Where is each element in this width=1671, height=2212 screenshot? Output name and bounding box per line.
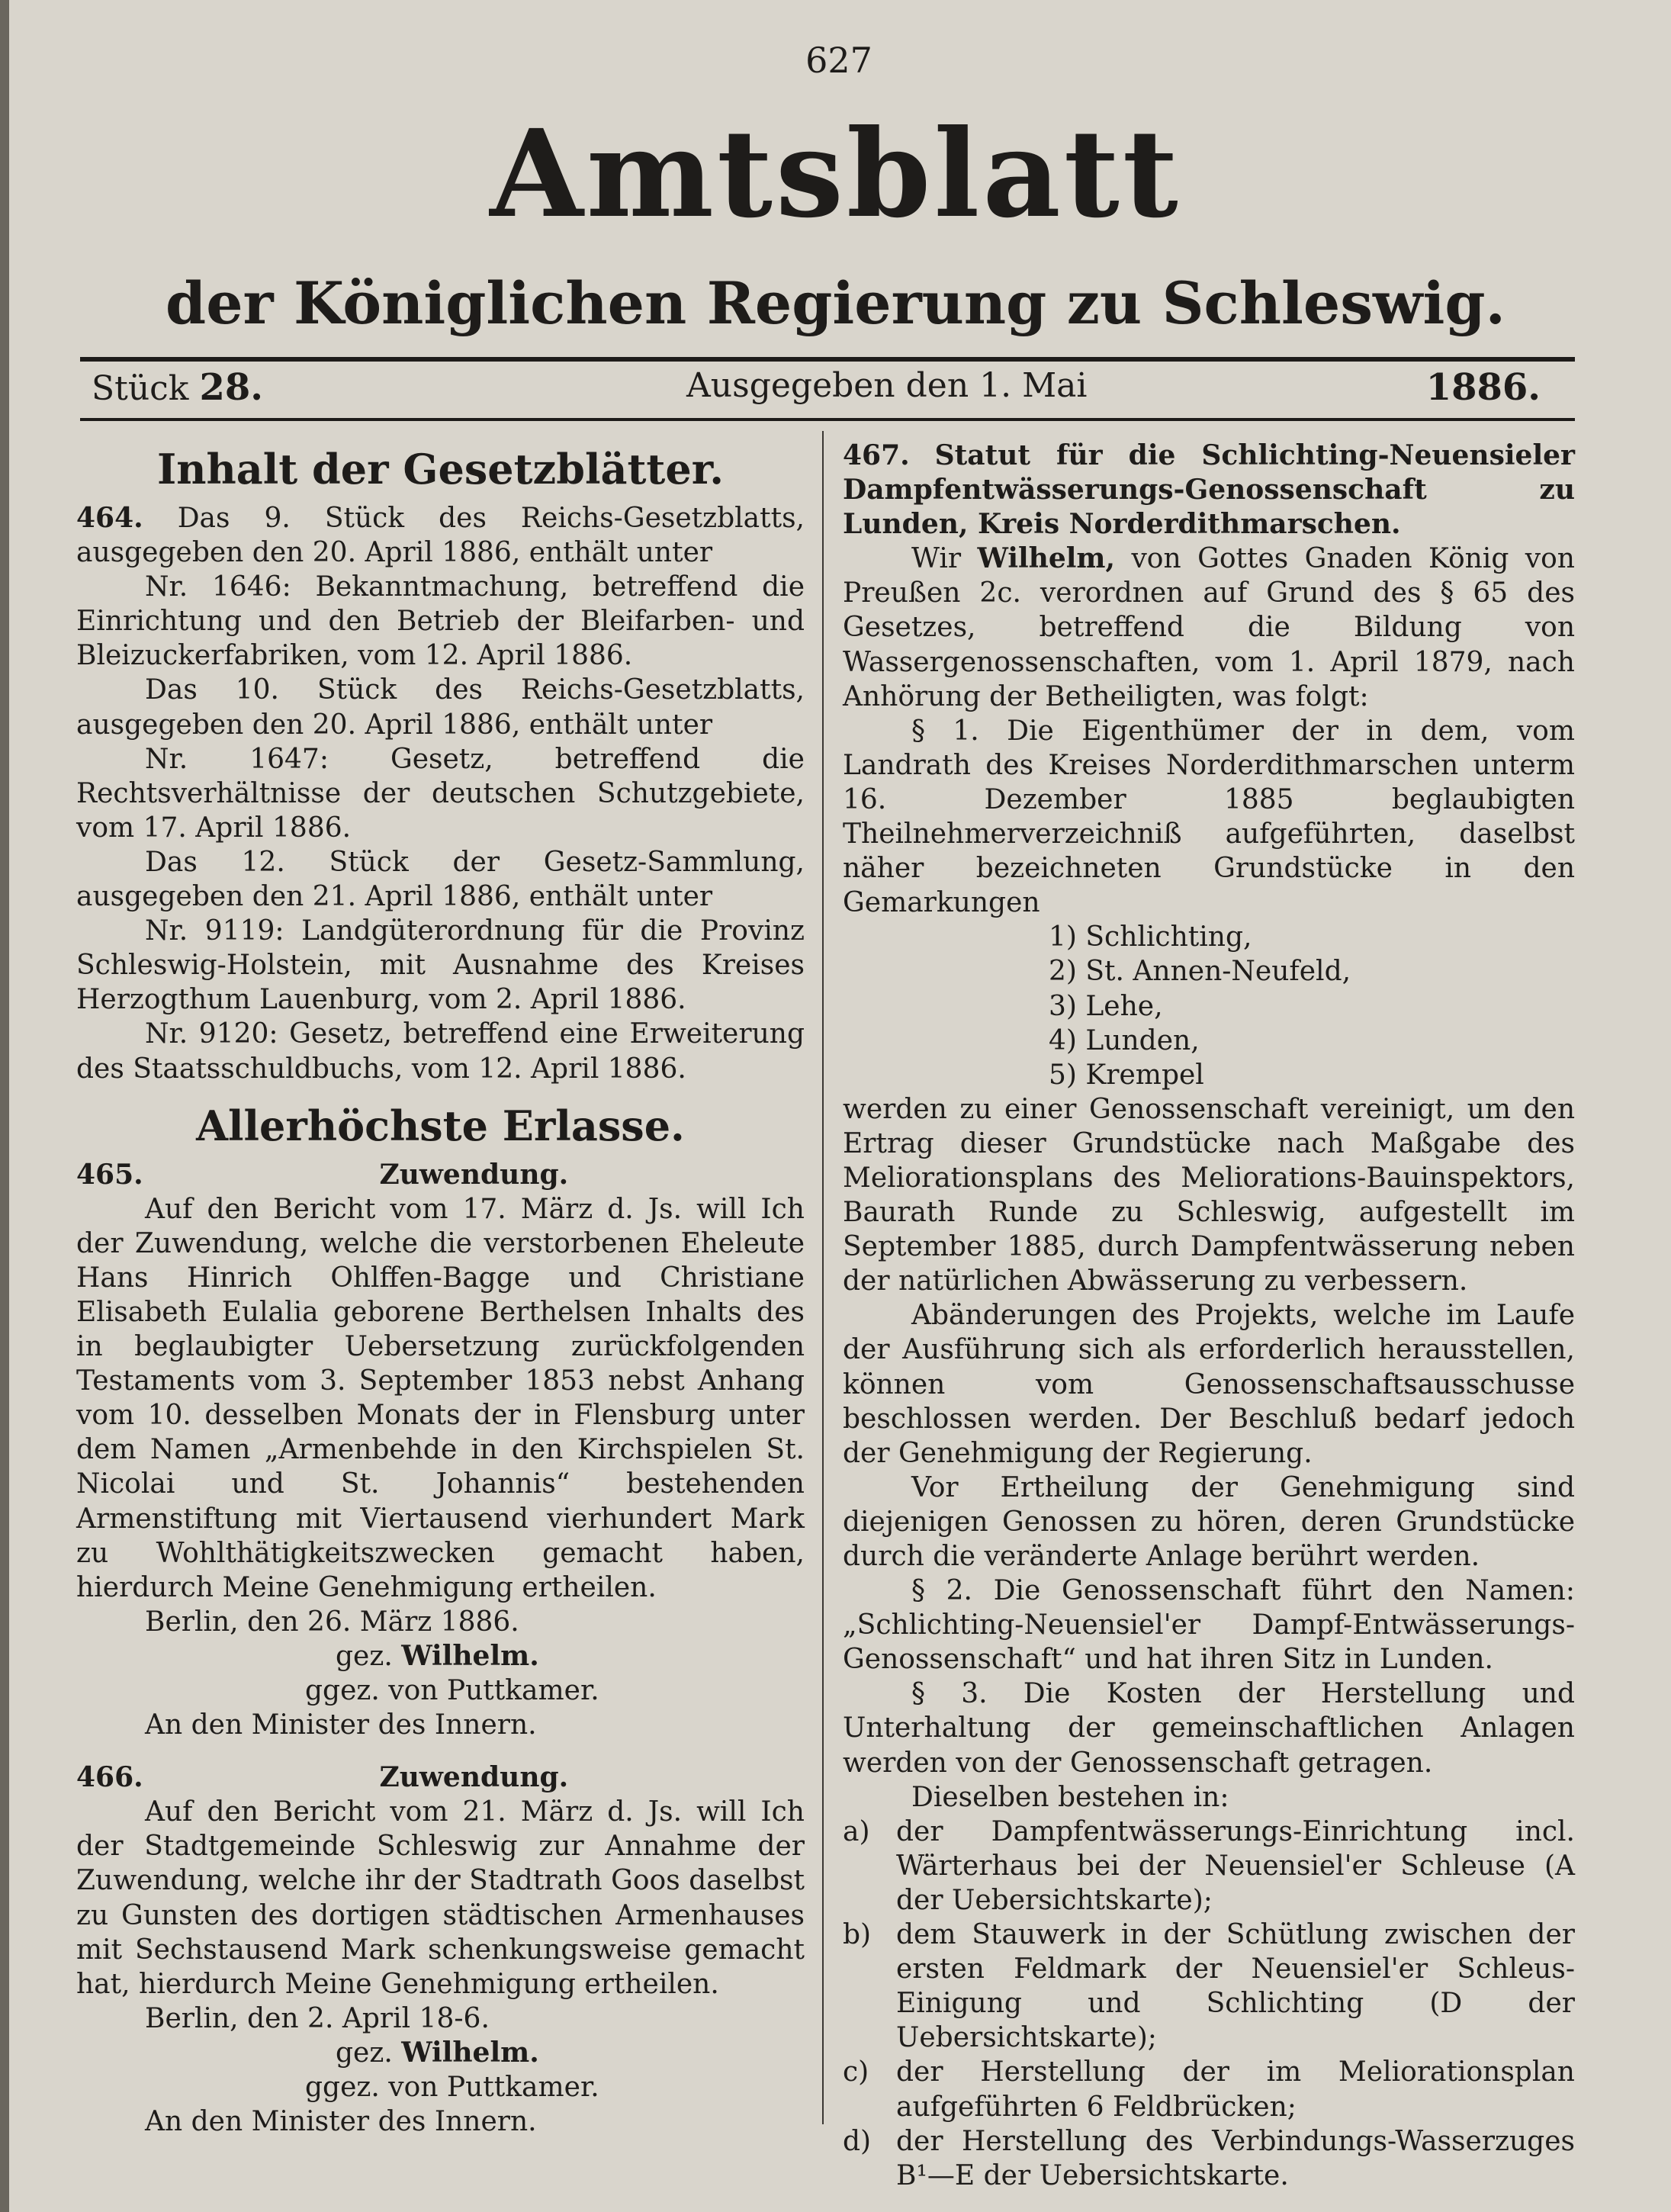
entry-464-line-7: Nr. 9120: Gesetz, betreffend eine Erweiterung des Staatsschuldbuchs, vom 12. April 1886. xyxy=(76,1018,805,1085)
bottom-rule xyxy=(80,418,1575,421)
entry-464-line-5: Das 12. Stück der Gesetz-Sammlung, ausgegeben den 21. April 1886, enthält unter xyxy=(76,846,805,913)
issue-line xyxy=(92,366,1541,412)
left-column xyxy=(76,439,805,2139)
entry-title: Zuwendung. xyxy=(379,1158,569,1191)
paragraph-3-intro: Dieselben bestehen in: xyxy=(911,1781,1229,1813)
paragraph-2: § 2. Die Genossenschaft führt den Namen: „Schlichting-Neuensiel'er Dampf-Entwässerungs-Genossenschaft“ und hat ihren Sitz in Lunden. xyxy=(843,1575,1575,1676)
page-number: 627 xyxy=(805,40,872,81)
masthead-title: Amtsblatt xyxy=(490,104,1181,245)
cost-list-item: c) der Herstellung der im Meliorationsplan aufgeführten 6 Feldbrücken; xyxy=(843,2056,1575,2123)
place-list-item: 1) Schlichting, xyxy=(1049,921,1252,953)
entry-465-recipient: An den Minister des Innern. xyxy=(145,1709,537,1741)
issue-date: Ausgegeben den 1. Mai xyxy=(686,366,1088,405)
entry-number: 465. xyxy=(76,1158,143,1191)
entry-464-line-2: Nr. 1646: Bekanntmachung, betreffend die Einrichtung und den Betrieb der Bleifarben- und Bleizuckerfabriken, vom 12. April 1886. xyxy=(76,571,805,672)
entry-title: Zuwendung. xyxy=(379,1761,569,1794)
entry-465-countersignature: ggez. von Puttkamer. xyxy=(305,1675,599,1706)
entry-number: 464. xyxy=(76,502,143,534)
entry-465-signature: gez. Wilhelm. xyxy=(336,1639,539,1672)
entry-465-date: Berlin, den 26. März 1886. xyxy=(145,1606,519,1638)
entry-466-head xyxy=(76,1760,805,1795)
paragraph-amendments: Abänderungen des Projekts, welche im Laufe der Ausführung sich als erforderlich herausstellen, können vom Genossenschaftsausschusse beschlossen werden. Der Beschluß bedarf jedoch der Genehmigung der Regierung. xyxy=(843,1300,1575,1469)
entry-466-signature: gez. Wilhelm. xyxy=(336,2036,539,2069)
place-list-item: 2) St. Annen-Neufeld, xyxy=(1049,956,1351,988)
paragraph-3: § 3. Die Kosten der Herstellung und Unterhaltung der gemeinschaftlichen Anlagen werden von der Genossenschaft getragen. xyxy=(843,1678,1575,1779)
top-rule xyxy=(80,357,1575,362)
place-list-item: 4) Lunden, xyxy=(1049,1024,1200,1056)
entry-number: 467. xyxy=(843,439,910,471)
right-column xyxy=(843,439,1575,2193)
issue-year: 1886. xyxy=(1425,366,1541,409)
paragraph-approval: Vor Ertheilung der Genehmigung sind diejenigen Genossen zu hören, deren Grundstücke durch die veränderte Anlage berührt werden. xyxy=(843,1471,1575,1572)
issue-number: Stück 28. xyxy=(92,366,263,409)
place-list-item: 3) Lehe, xyxy=(1049,990,1163,1022)
place-list-item: 5) Krempel xyxy=(1049,1059,1204,1091)
paragraph-1-continued: werden zu einer Genossenschaft vereinigt, um den Ertrag dieser Grundstücke nach Maßgabe des Meliorationsplans des Meliorations-Bauinspektors, Baurath Runde zu Schleswig, aufgestellt im September 1885, durch Dampfentwässerung neben der natürlichen Abwässerung zu verbessern. xyxy=(843,1093,1575,1297)
entry-464-line-4: Nr. 1647: Gesetz, betreffend die Rechtsverhältnisse der deutschen Schutzgebiete, vom 17. April 1886. xyxy=(76,743,805,844)
entry-number: 466. xyxy=(76,1761,143,1794)
section-heading-erlasse: Allerhöchste Erlasse. xyxy=(196,1101,685,1150)
entry-467-title: 467. Statut für die Schlichting-Neuensieler Dampfentwässerungs-Genossenschaft zu Lunden, Kreis Norderdithmarschen. xyxy=(843,439,1575,541)
cost-list-item: a) der Dampfentwässerungs-Einrichtung incl. Wärterhaus bei der Neuensiel'er Schleuse (A der Uebersichtskarte); xyxy=(843,1815,1575,1916)
cost-list-item: b) dem Stauwerk in der Schütlung zwischen der ersten Feldmark der Neuensiel'er Schleus-Einigung und Schlichting (D der Uebersichtskarte); xyxy=(843,1919,1575,2054)
entry-465-body: Auf den Bericht vom 17. März d. Js. will Ich der Zuwendung, welche die verstorbenen Eheleute Hans Hinrich Ohlffen-Bagge und Christiane Elisabeth Eulalia geborene Berthelsen Inhalts des in beglaubigter Uebersetzung zurückfolgenden Testaments vom 3. September 1853 nebst Anhang vom 10. desselben Monats der in Flensburg unter dem Namen „Armenbehde in den Kirchspielen St. Nicolai und St. Johannis“ bestehenden Armenstiftung mit Viertausend vierhundert Mark zu Wohlthätigkeitszwecken gemacht haben, hierdurch Meine Genehmigung ertheilen. xyxy=(76,1193,805,1603)
column-divider xyxy=(822,431,824,2124)
masthead-subtitle: der Königlichen Regierung zu Schleswig. xyxy=(165,269,1506,337)
entry-464-line-1: 464. Das 9. Stück des Reichs-Gesetzblatts, ausgegeben den 20. April 1886, enthält unter xyxy=(76,502,805,569)
entry-466-countersignature: ggez. von Puttkamer. xyxy=(305,2072,599,2104)
entry-465-head xyxy=(76,1158,805,1192)
cost-list-item: d) der Herstellung des Verbindungs-Wasserzuges B¹—E der Uebersichtskarte. xyxy=(843,2125,1575,2191)
entry-466-date: Berlin, den 2. April 18-6. xyxy=(145,2002,490,2034)
entry-467-intro: Wir Wilhelm, von Gottes Gnaden König von Preußen 2c. verordnen auf Grund des § 65 des Gesetzes, betreffend die Bildung von Wassergenossenschaften, vom 1. April 1879, nach Anhörung der Betheiligten, was folgt: xyxy=(843,542,1575,712)
section-heading-gesetzblaetter: Inhalt der Gesetzblätter. xyxy=(156,445,725,494)
entry-464-line-3: Das 10. Stück des Reichs-Gesetzblatts, ausgegeben den 20. April 1886, enthält unter xyxy=(76,674,805,741)
entry-464-line-6: Nr. 9119: Landgüterordnung für die Provinz Schleswig-Holstein, mit Ausnahme des Kreises Herzogthum Lauenburg, vom 2. April 1886. xyxy=(76,915,805,1016)
entry-466-body: Auf den Bericht vom 21. März d. Js. will Ich der Stadtgemeinde Schleswig zur Annahme der Zuwendung, welche ihr der Stadtrath Goos daselbst zu Gunsten des dortigen städtischen Armenhauses mit Sechstausend Mark schenkungsweise gemacht hat, hierdurch Meine Genehmigung ertheilen. xyxy=(76,1796,805,2000)
entry-466-recipient: An den Minister des Innern. xyxy=(145,2106,537,2138)
paragraph-1: § 1. Die Eigenthümer der in dem, vom Landrath des Kreises Norderdithmarschen unterm 16. Dezember 1885 beglaubigten Theilnehmerverzeichniß aufgeführten, daselbst näher bezeichneten Grundstücke in den Gemarkungen xyxy=(843,715,1575,919)
